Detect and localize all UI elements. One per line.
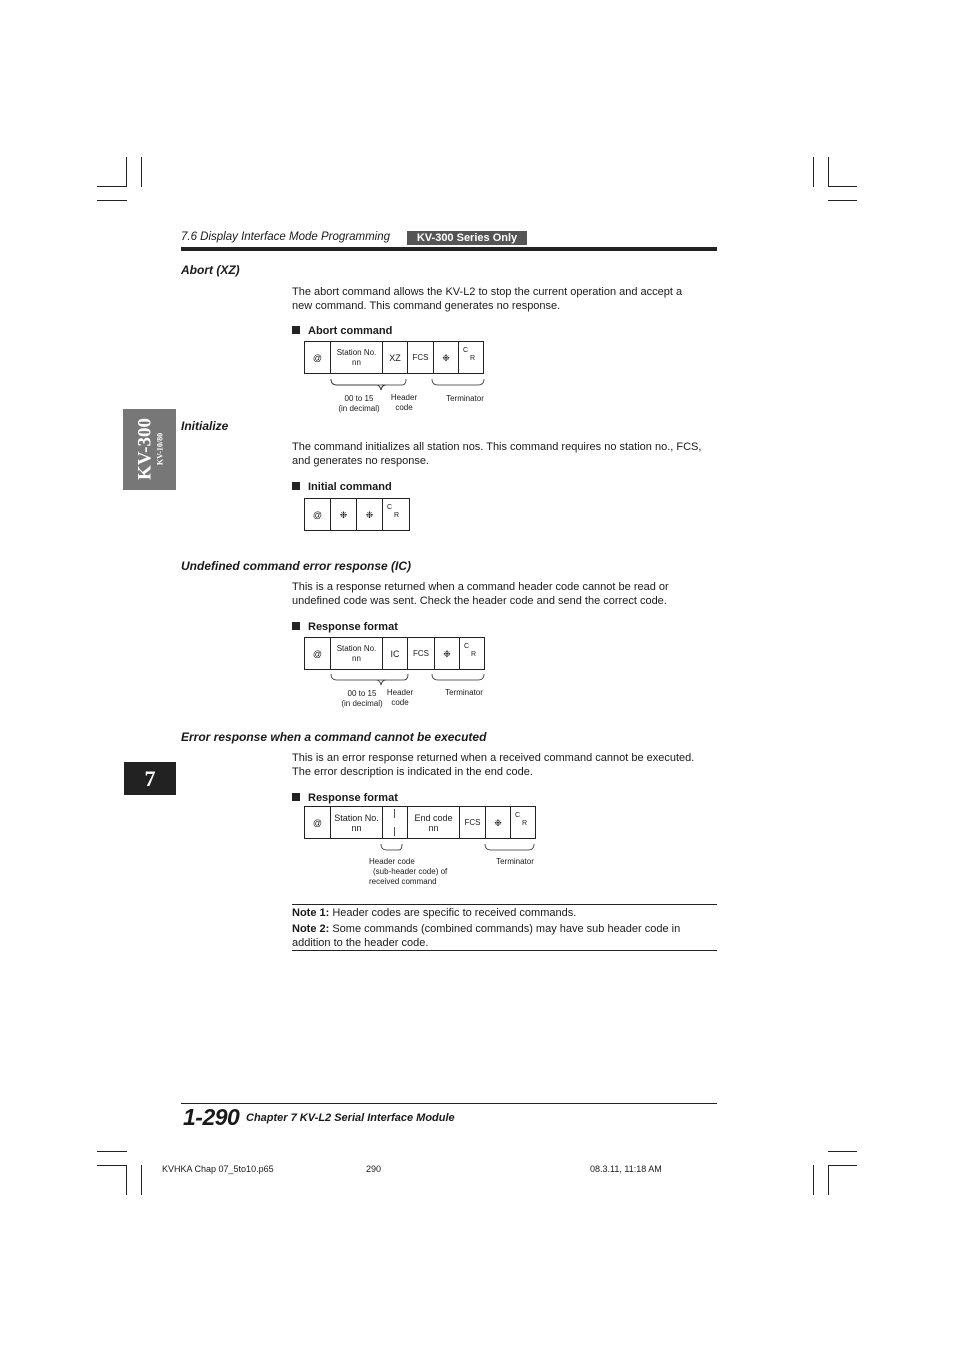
note-2 [292,922,717,950]
error-format-title [292,792,398,804]
note-1 [292,906,717,920]
crop-mark [828,1151,857,1152]
cr-r: R [394,512,400,519]
header-line: Header [386,688,414,697]
crop-mark [813,1165,814,1195]
cell-cr [459,342,483,373]
error-format-label: Response format [308,792,398,804]
error-brackets [304,841,544,857]
series-badge: KV-300 Series Only [407,231,527,245]
side-tab-main: KV-300 [134,418,156,480]
header-line: Header [390,393,418,402]
crop-mark [141,1165,142,1195]
section-title-error: Error response when a command cannot be executed [181,730,487,744]
abort-terminator-label: Terminator [446,394,484,403]
cr-c: C [387,504,393,511]
cr-r: R [471,651,477,658]
header-line: code [395,403,413,412]
header-line: Header code [369,857,415,866]
cell-station-label: Station No. [336,347,377,357]
cell-cr [511,807,535,838]
page-number: 1-290 [183,1104,240,1130]
cell-station-no [331,342,383,373]
range-line: (in decimal) [338,404,380,413]
cell-fcs: FCS [408,342,434,373]
crop-mark [141,157,142,187]
abort-format-title [292,325,392,337]
abort-header-label [385,393,423,413]
section-title-abort: Abort (XZ) [181,263,240,277]
crop-mark [828,186,857,187]
undefined-description-line: This is a response returned when a command header code cannot be read or [292,581,669,593]
crop-mark [813,157,814,187]
cr-c: C [463,347,469,354]
undefined-description [292,580,717,608]
cell-at: @ [305,638,331,669]
cell-endcode-label: End code [414,812,453,823]
cell-endcode-value: nn [428,822,439,833]
error-header-label [369,857,464,887]
error-terminator-label: Terminator [496,857,534,866]
error-response-frame [304,806,536,839]
running-header: 7.6 Display Interface Mode Programming [181,231,391,243]
header-line: code [391,698,409,707]
header-line: received command [369,877,437,886]
cr-c: C [515,812,521,819]
range-line: 00 to 15 [347,689,377,698]
abort-description-line: The abort command allows the KV-L2 to stop the current operation and accept a [292,286,683,298]
note-label: Note 2: [292,923,330,935]
ic-response-frame [304,637,485,670]
cell-station-label: Station No. [336,643,377,653]
cell-star: ❉ [435,638,460,669]
abort-description-line: new command. This command generates no response. [292,300,561,312]
note-text: Some commands (combined commands) may have sub header code in [329,923,681,935]
cell-star: ❉ [357,499,383,530]
cell-station-value: nn [351,822,362,833]
crop-mark [97,186,127,187]
initialize-description [292,440,717,468]
initialize-format-label: Initial command [308,481,392,493]
bullet-square-icon [292,482,300,490]
cr-r: R [470,355,476,362]
side-tab-sub: KV-10/80 [155,432,165,466]
dash-mark [394,827,395,836]
crop-mark [97,1151,127,1152]
cell-station-label: Station No. [334,812,379,823]
cell-station-no [331,638,383,669]
cell-at: @ [305,342,331,373]
abort-range-label [333,394,385,414]
note-text-continued: addition to the header code. [292,937,429,949]
chapter-tab: 7 [124,762,176,795]
footer-chapter-title: Chapter 7 KV-L2 Serial Interface Module [246,1112,455,1124]
side-tab-label [136,418,165,480]
crop-mark [828,157,829,187]
note-label: Note 1: [292,907,330,919]
range-line: (in decimal) [341,699,383,708]
crop-mark [828,200,857,201]
crop-mark [828,1165,857,1166]
crop-mark [126,1165,127,1195]
footer-rule [181,1103,717,1104]
cr-r: R [522,820,528,827]
undefined-description-line: undefined code was sent. Check the header code and send the correct code. [292,595,667,607]
cell-header-code: IC [383,638,408,669]
notes-bottom-rule [292,950,717,951]
cell-at: @ [305,499,331,530]
cell-station-value: nn [352,653,361,663]
cr-c: C [464,643,470,650]
ic-header-label [381,688,419,708]
initialize-description-line: The command initializes all station nos. This command requires no station no., FCS, [292,441,702,453]
crop-mark [126,157,127,187]
initialize-description-line: and generates no response. [292,455,429,467]
note-text: Header codes are specific to received commands. [329,907,577,919]
crop-mark [97,200,127,201]
notes-top-rule [292,904,717,905]
initialize-format-title [292,481,392,493]
header-line: (sub-header code) of [373,867,448,876]
ic-brackets [304,671,494,687]
cell-header-code: XZ [383,342,408,373]
ic-terminator-label: Terminator [445,688,483,697]
abort-description [292,285,717,313]
undefined-format-label: Response format [308,621,398,633]
cell-cr [383,499,409,530]
bullet-square-icon [292,793,300,801]
dash-mark [394,809,395,818]
cell-star: ❉ [331,499,357,530]
cell-header-code-blank [383,807,408,838]
section-title-undefined: Undefined command error response (IC) [181,559,412,573]
error-description-line: The error description is indicated in the end code. [292,766,533,778]
footer-file: KVHKA Chap 07_5to10.p65 [162,1164,274,1174]
abort-format-label: Abort command [308,325,393,337]
initial-command-frame [304,498,410,531]
abort-command-frame [304,341,484,374]
cell-at: @ [305,807,331,838]
bullet-square-icon [292,326,300,334]
crop-mark [828,1165,829,1195]
cell-station-no [331,807,383,838]
cell-station-value: nn [352,357,361,367]
undefined-format-title [292,621,398,633]
cell-end-code [408,807,460,838]
crop-mark [97,1165,127,1166]
cell-fcs: FCS [408,638,435,669]
bullet-square-icon [292,622,300,630]
cell-cr [460,638,484,669]
abort-brackets [304,376,494,392]
error-description [292,751,717,779]
header-rule [181,247,717,251]
cell-star: ❉ [486,807,511,838]
section-title-initialize: Initialize [181,419,229,433]
footer-date: 08.3.11, 11:18 AM [590,1164,662,1174]
cell-star: ❉ [434,342,459,373]
cell-fcs: FCS [460,807,486,838]
range-line: 00 to 15 [344,394,374,403]
error-description-line: This is an error response returned when a received command cannot be executed. [292,752,695,764]
footer-num: 290 [366,1164,382,1174]
